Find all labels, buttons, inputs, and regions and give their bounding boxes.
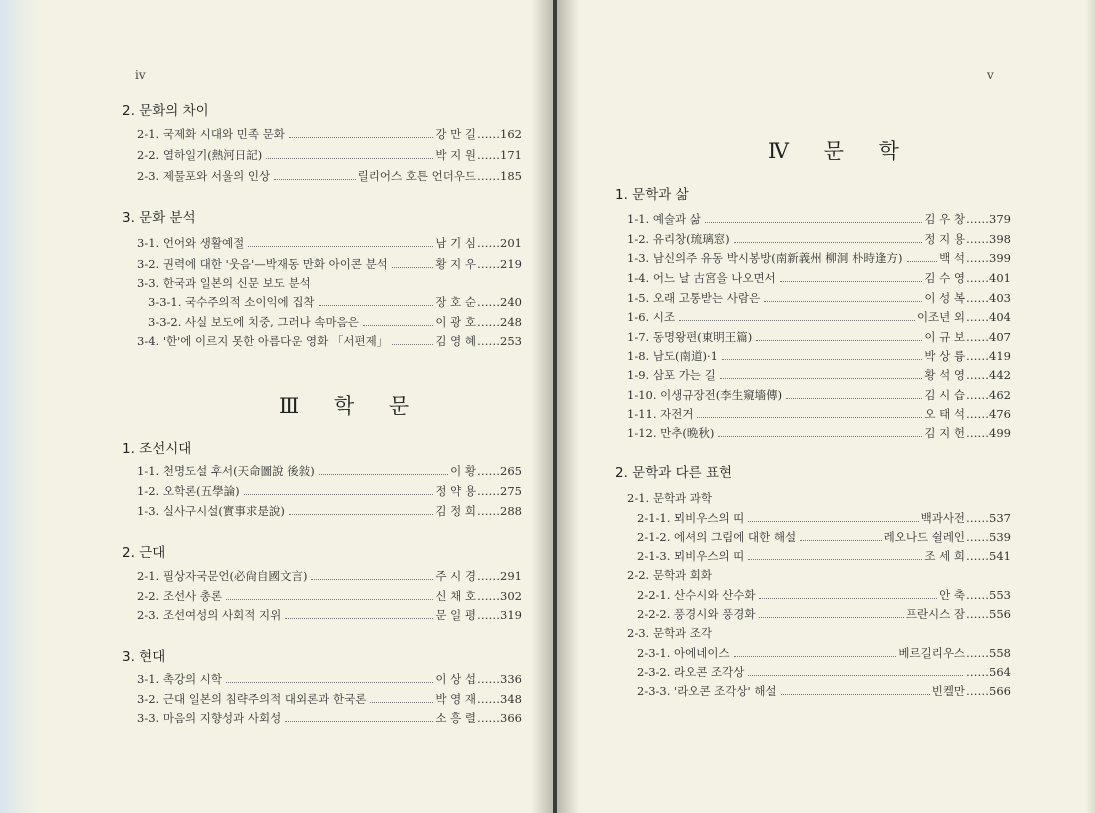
entry-page: 253 [500, 334, 522, 348]
entry-page: 537 [989, 511, 1011, 525]
leader-dots [363, 325, 434, 326]
entry-title: 2-2. 조선사 총론 [137, 589, 223, 603]
separator-dots: …… [477, 711, 501, 725]
separator-dots: …… [477, 236, 501, 250]
separator-dots: …… [966, 646, 990, 660]
leader-dots [679, 320, 915, 321]
leader-dots [311, 579, 433, 580]
entry-title: 1-8. 남도(南道)·1 [627, 349, 718, 363]
toc-entry [137, 333, 522, 349]
leader-dots [907, 261, 938, 262]
entry-author: 소 흥 렬 [435, 711, 477, 725]
entry-page: 219 [500, 257, 522, 271]
entry-author: 김 정 희 [435, 504, 477, 518]
separator-dots: …… [966, 665, 990, 679]
entry-title: 3-3-2. 사실 보도에 치중, 그러나 속마음은 [148, 315, 359, 329]
toc-entry [627, 567, 713, 583]
toc-entry [137, 691, 522, 707]
entry-title: 1-3. 남신의주 유동 박시봉방(南新義州 柳洞 朴時逢方) [627, 251, 903, 265]
toc-entry [637, 548, 1011, 564]
toc-entry [137, 588, 522, 604]
entry-page: 302 [500, 589, 522, 603]
toc-entry [627, 367, 1011, 383]
toc-entry [627, 329, 1011, 345]
entry-page: 407 [989, 330, 1011, 344]
entry-author: 백 석 [939, 251, 966, 265]
entry-author: 박 영 재 [435, 692, 477, 706]
toc-entry [637, 683, 1011, 699]
separator-dots: …… [966, 549, 990, 563]
entry-title: 2-3. 조선여성의 사회적 지위 [137, 608, 282, 622]
leader-dots [734, 242, 923, 243]
entry-page: 291 [500, 569, 522, 583]
toc-entry [627, 231, 1011, 247]
entry-author: 오 태 석 [924, 407, 966, 421]
separator-dots: …… [477, 315, 501, 329]
leader-dots [722, 359, 922, 360]
entry-page: 288 [500, 504, 522, 518]
section-heading: 3. 현대 [122, 649, 166, 665]
toc-entry [627, 348, 1011, 364]
entry-page: 185 [500, 169, 522, 183]
separator-dots: …… [966, 607, 990, 621]
toc-entry [637, 606, 1011, 622]
leader-dots [718, 436, 922, 437]
toc-entry [137, 256, 522, 272]
entry-author: 문 일 평 [435, 608, 477, 622]
entry-title: 1-3. 실사구시설(實事求是說) [137, 504, 285, 518]
entry-author: 빈켈만 [931, 684, 966, 698]
leader-dots [759, 598, 937, 599]
entry-page: 566 [989, 684, 1011, 698]
entry-author: 이 성 복 [924, 291, 966, 305]
toc-entry [627, 625, 713, 641]
section-heading: 2. 근대 [122, 545, 166, 561]
toc-entry [137, 503, 522, 519]
separator-dots: …… [477, 608, 501, 622]
entry-title: 1-6. 시조 [627, 310, 676, 324]
separator-dots: …… [966, 271, 990, 285]
entry-author: 정 지 용 [924, 232, 966, 246]
leader-dots [319, 474, 448, 475]
separator-dots: …… [966, 368, 990, 382]
entry-author: 김 시 습 [924, 388, 966, 402]
leader-dots [285, 721, 433, 722]
entry-page: 275 [500, 484, 522, 498]
toc-entry [637, 587, 1011, 603]
entry-page: 553 [989, 588, 1011, 602]
leader-dots [759, 617, 903, 618]
separator-dots: …… [966, 588, 990, 602]
toc-entry [627, 309, 1011, 325]
entry-page: 398 [989, 232, 1011, 246]
separator-dots: …… [966, 310, 990, 324]
entry-page: 476 [989, 407, 1011, 421]
entry-title: 1-10. 이생규장전(李生窺墻傳) [627, 388, 783, 402]
leader-dots [226, 682, 433, 683]
leader-dots [370, 702, 433, 703]
entry-author: 김 수 영 [924, 271, 966, 285]
entry-author: 김 우 창 [924, 212, 966, 226]
entry-page: 171 [500, 148, 522, 162]
leader-dots [748, 521, 918, 522]
entry-page: 462 [989, 388, 1011, 402]
entry-title: 2-3-3. '라오콘 조각상' 해설 [637, 684, 777, 698]
section-heading: 1. 조선시대 [122, 441, 192, 457]
toc-entry [148, 314, 522, 330]
entry-page: 403 [989, 291, 1011, 305]
section-heading: 1. 문학과 삶 [615, 187, 689, 203]
section-heading: 3. 문화 분석 [122, 210, 196, 226]
separator-dots: …… [966, 684, 990, 698]
toc-entry [137, 147, 522, 163]
separator-dots: …… [477, 484, 501, 498]
entry-title: 2-2. 열하일기(熱河日記) [137, 148, 263, 162]
entry-page: 558 [989, 646, 1011, 660]
right-page [557, 0, 1095, 813]
toc-entry [637, 529, 1011, 545]
separator-dots: …… [477, 672, 501, 686]
entry-page: 336 [500, 672, 522, 686]
entry-title: 2-2. 문학과 회화 [627, 568, 713, 582]
entry-title: 3-2. 근대 일본의 침략주의적 대외론과 한국론 [137, 692, 367, 706]
toc-entry [137, 275, 312, 291]
separator-dots: …… [966, 212, 990, 226]
leader-dots [756, 340, 922, 341]
entry-title: 1-5. 오래 고통받는 사람은 [627, 291, 761, 305]
entry-title: 1-9. 삼포 가는 길 [627, 368, 716, 382]
separator-dots: …… [966, 291, 990, 305]
separator-dots: …… [477, 589, 501, 603]
leader-dots [734, 656, 897, 657]
entry-title: 3-1. 촉강의 시학 [137, 672, 223, 686]
entry-author: 안 축 [939, 588, 966, 602]
entry-page: 541 [989, 549, 1011, 563]
leader-dots [800, 540, 882, 541]
entry-page: 366 [500, 711, 522, 725]
entry-page: 442 [989, 368, 1011, 382]
toc-entry [137, 235, 522, 251]
leader-dots [748, 559, 922, 560]
entry-page: 499 [989, 426, 1011, 440]
entry-title: 2-1-1. 뫼비우스의 띠 [637, 511, 745, 525]
separator-dots: …… [966, 388, 990, 402]
separator-dots: …… [966, 530, 990, 544]
leader-dots [289, 137, 434, 138]
entry-page: 240 [500, 295, 522, 309]
separator-dots: …… [477, 295, 501, 309]
entry-title: 2-3. 제물포와 서울의 인상 [137, 169, 271, 183]
leader-dots [319, 305, 434, 306]
entry-title: 2-1. 필상자국문언(必尙自國文言) [137, 569, 308, 583]
separator-dots: …… [966, 251, 990, 265]
entry-author: 김 영 혜 [435, 334, 477, 348]
entry-page: 162 [500, 127, 522, 141]
entry-title: 3-3. 마음의 지향성과 사회성 [137, 711, 282, 725]
separator-dots: …… [966, 511, 990, 525]
leader-dots [781, 694, 930, 695]
entry-title: 2-3. 문학과 조각 [627, 626, 713, 640]
entry-page: 379 [989, 212, 1011, 226]
leader-dots [705, 222, 922, 223]
section-heading: 2. 문화의 차이 [122, 103, 209, 119]
toc-entry [137, 710, 522, 726]
toc-entry [627, 270, 1011, 286]
leader-dots [720, 378, 923, 379]
toc-entry [627, 211, 1011, 227]
leader-dots [266, 158, 433, 159]
entry-page: 419 [989, 349, 1011, 363]
entry-page: 201 [500, 236, 522, 250]
entry-author: 박 상 륭 [924, 349, 966, 363]
page-number: v [987, 68, 994, 82]
entry-title: 3-1. 언어와 생활예절 [137, 236, 245, 250]
entry-page: 401 [989, 271, 1011, 285]
toc-entry [627, 406, 1011, 422]
entry-author: 신 채 호 [435, 589, 477, 603]
separator-dots: …… [477, 569, 501, 583]
toc-entry [627, 387, 1011, 403]
toc-entry [137, 483, 522, 499]
entry-author: 주 시 경 [435, 569, 477, 583]
section-heading: 2. 문학과 다른 표현 [615, 465, 733, 481]
entry-author: 황 석 영 [924, 368, 966, 382]
entry-author: 백과사전 [920, 511, 966, 525]
entry-author: 황 지 우 [435, 257, 477, 271]
leader-dots [764, 301, 922, 302]
entry-page: 539 [989, 530, 1011, 544]
entry-author: 조 세 희 [924, 549, 966, 563]
toc-entry [137, 168, 522, 184]
toc-entry [137, 671, 522, 687]
toc-entry [148, 294, 522, 310]
entry-title: 2-2-1. 산수시와 산수화 [637, 588, 756, 602]
entry-page: 399 [989, 251, 1011, 265]
entry-title: 1-11. 자전거 [627, 407, 694, 421]
leader-dots [392, 344, 433, 345]
leader-dots [244, 494, 434, 495]
entry-page: 556 [989, 607, 1011, 621]
entry-author: 이조년 외 [916, 310, 966, 324]
entry-author: 김 지 헌 [924, 426, 966, 440]
toc-entry [627, 250, 1011, 266]
entry-title: 1-2. 오학론(五學論) [137, 484, 240, 498]
toc-entry [637, 645, 1011, 661]
entry-author: 레오나드 쉴레인 [883, 530, 966, 544]
separator-dots: …… [966, 426, 990, 440]
entry-title: 1-1. 천명도설 후서(天命圖說 後敍) [137, 464, 315, 478]
separator-dots: …… [477, 692, 501, 706]
leader-dots [786, 398, 922, 399]
separator-dots: …… [477, 504, 501, 518]
toc-entry [627, 490, 713, 506]
entry-page: 265 [500, 464, 522, 478]
entry-page: 348 [500, 692, 522, 706]
separator-dots: …… [477, 334, 501, 348]
toc-entry [627, 290, 1011, 306]
toc-entry [137, 463, 522, 479]
entry-page: 564 [989, 665, 1011, 679]
entry-author: 프란시스 잠 [905, 607, 966, 621]
part-title: Ⅳ 문 학 [768, 139, 913, 163]
leader-dots [392, 267, 434, 268]
entry-author: 이 상 섭 [435, 672, 477, 686]
separator-dots: …… [966, 349, 990, 363]
entry-title: 3-3-1. 국수주의적 소이익에 집착 [148, 295, 315, 309]
separator-dots: …… [477, 464, 501, 478]
leader-dots [289, 514, 434, 515]
leader-dots [285, 618, 433, 619]
entry-author: 베르길리우스 [898, 646, 966, 660]
separator-dots: …… [477, 148, 501, 162]
entry-title: 2-1. 문학과 과학 [627, 491, 713, 505]
page-number: iv [135, 68, 146, 82]
entry-title: 2-1. 국제화 시대와 민족 문화 [137, 127, 285, 141]
toc-entry [637, 510, 1011, 526]
separator-dots: …… [477, 257, 501, 271]
separator-dots: …… [966, 407, 990, 421]
entry-title: 3-4. '한'에 이르지 못한 아름다운 영화 「서편제」 [137, 334, 389, 348]
entry-title: 2-3-1. 아에네이스 [637, 646, 730, 660]
entry-title: 3-2. 권력에 대한 '웃음'—박재동 만화 아이콘 분석 [137, 257, 388, 271]
leader-dots [248, 246, 433, 247]
toc-entry [627, 425, 1011, 441]
entry-title: 1-7. 동명왕편(東明王篇) [627, 330, 753, 344]
entry-title: 3-3. 한국과 일본의 신문 보도 분석 [137, 276, 311, 290]
entry-page: 319 [500, 608, 522, 622]
entry-title: 2-1-3. 뫼비우스의 띠 [637, 549, 745, 563]
entry-title: 2-1-2. 에셔의 그림에 대한 해설 [637, 530, 797, 544]
entry-page: 248 [500, 315, 522, 329]
leader-dots [697, 417, 922, 418]
entry-title: 1-1. 예술과 삶 [627, 212, 701, 226]
entry-author: 남 기 심 [435, 236, 477, 250]
leader-dots [274, 179, 356, 180]
separator-dots: …… [477, 169, 501, 183]
separator-dots: …… [966, 330, 990, 344]
entry-author: 강 만 길 [435, 127, 477, 141]
entry-page: 404 [989, 310, 1011, 324]
entry-title: 1-4. 어느 날 古宮을 나오면서 [627, 271, 776, 285]
leader-dots [748, 675, 963, 676]
toc-entry [637, 664, 1011, 680]
entry-author: 릴리어스 호튼 언더우드 [357, 169, 477, 183]
entry-author: 이 광 호 [435, 315, 477, 329]
entry-author: 이 규 보 [924, 330, 966, 344]
entry-author: 이 황 [450, 464, 477, 478]
entry-title: 2-2-2. 풍경시와 풍경화 [637, 607, 756, 621]
entry-author: 장 호 순 [435, 295, 477, 309]
entry-author: 정 약 용 [435, 484, 477, 498]
leader-dots [780, 281, 923, 282]
toc-entry [137, 568, 522, 584]
entry-title: 2-3-2. 라오콘 조각상 [637, 665, 745, 679]
toc-entry [137, 126, 522, 142]
separator-dots: …… [966, 232, 990, 246]
part-title: Ⅲ 학 문 [279, 394, 424, 418]
leader-dots [226, 599, 433, 600]
entry-title: 1-12. 만추(晩秋) [627, 426, 715, 440]
entry-author: 박 지 원 [435, 148, 477, 162]
toc-entry [137, 607, 522, 623]
separator-dots: …… [477, 127, 501, 141]
entry-title: 1-2. 유리창(琉璃窓) [627, 232, 730, 246]
